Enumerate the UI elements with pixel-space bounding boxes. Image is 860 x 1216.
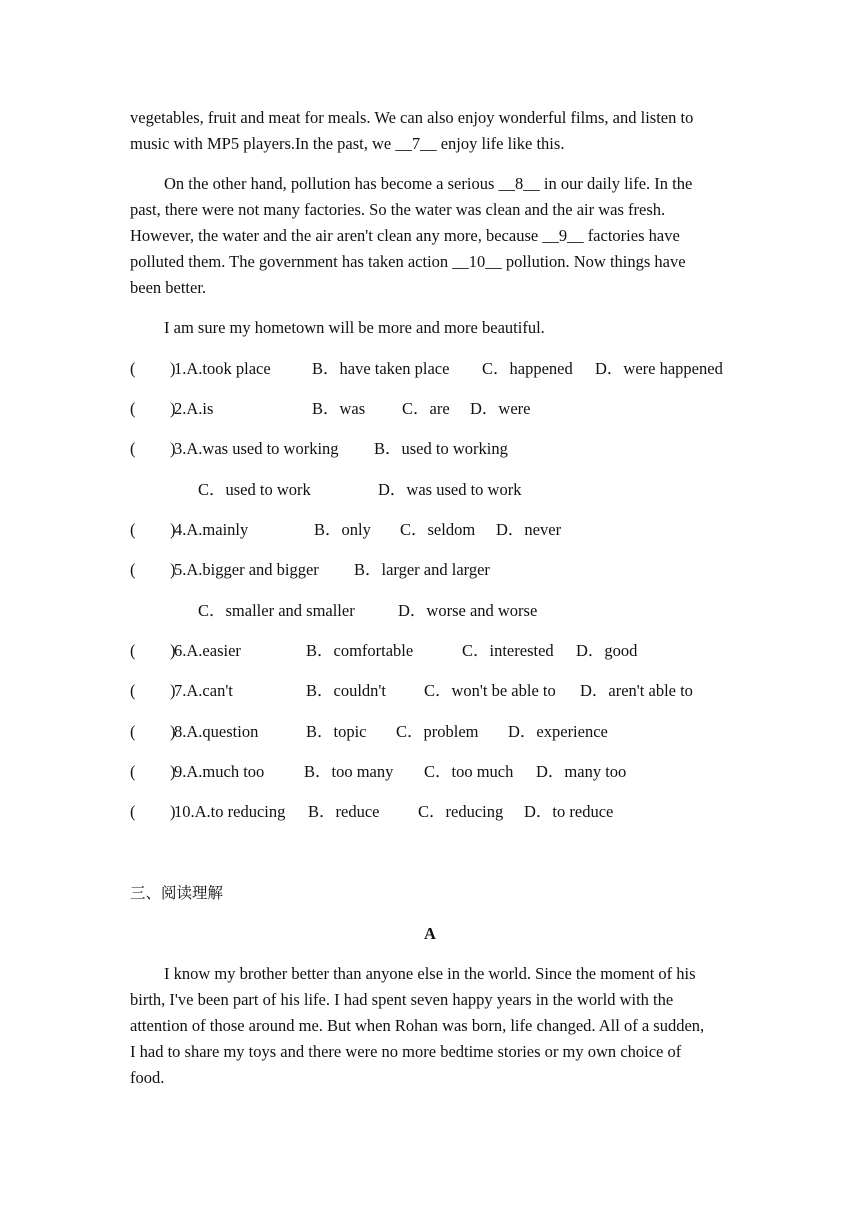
option-d: D．experience	[508, 722, 608, 741]
answer-paren-close: )	[170, 802, 176, 821]
passage-line: However, the water and the air aren't clean any more, because __9__ factories have	[130, 226, 680, 245]
answer-paren-close: )	[170, 520, 176, 539]
answer-paren-open: (	[130, 399, 136, 418]
answer-paren-close: )	[170, 681, 176, 700]
answer-paren-open: (	[130, 641, 136, 660]
option-b: B．only	[314, 520, 371, 539]
answer-paren-close: )	[170, 641, 176, 660]
option-a: 9.A.much too	[174, 762, 265, 781]
passage-line: music with MP5 players.In the past, we __7__ enjoy life like this.	[130, 134, 565, 153]
option-b: B．reduce	[308, 802, 380, 821]
option-a: 8.A.question	[174, 722, 259, 741]
option-c: C．too much	[424, 762, 514, 781]
answer-paren-open: (	[130, 722, 136, 741]
answer-paren-open: (	[130, 439, 136, 458]
option-c: C．seldom	[400, 520, 476, 539]
section-heading: 三、阅读理解	[130, 884, 224, 902]
passage-line: polluted them. The government has taken action __10__ pollution. Now things have	[130, 252, 686, 271]
option-b: B．used to working	[374, 439, 508, 458]
reading-line: food.	[130, 1068, 165, 1087]
reading-line: I had to share my toys and there were no more bedtime stories or my own choice of	[130, 1042, 682, 1061]
answer-paren-open: (	[130, 681, 136, 700]
option-b: B．topic	[306, 722, 367, 741]
answer-paren-open: (	[130, 560, 136, 579]
reading-line: attention of those around me. But when Rohan was born, life changed. All of a sudden,	[130, 1016, 705, 1035]
option-d: D．was used to work	[378, 480, 522, 499]
answer-paren-close: )	[170, 359, 176, 378]
option-a: 3.A.was used to working	[174, 439, 339, 458]
option-d: D．to reduce	[524, 802, 614, 821]
option-b: B．couldn't	[306, 681, 386, 700]
option-d: D．aren't able to	[580, 681, 693, 700]
option-a: 6.A.easier	[174, 641, 241, 660]
option-c: C．problem	[396, 722, 479, 741]
option-b: B．have taken place	[312, 359, 450, 378]
answer-paren-close: )	[170, 722, 176, 741]
answer-paren-open: (	[130, 802, 136, 821]
option-d: D．good	[576, 641, 638, 660]
option-d: D．many too	[536, 762, 627, 781]
reading-line: birth, I've been part of his life. I had spent seven happy years in the world with the	[130, 990, 674, 1009]
passage-line: I am sure my hometown will be more and more beautiful.	[164, 318, 545, 337]
passage-line: vegetables, fruit and meat for meals. We can also enjoy wonderful films, and listen to	[130, 108, 694, 127]
option-a: 5.A.bigger and bigger	[174, 560, 319, 579]
option-d: D．were	[470, 399, 531, 418]
option-b: B．comfortable	[306, 641, 414, 660]
passage-line: been better.	[130, 278, 207, 297]
option-c: C．used to work	[198, 480, 311, 499]
option-a: 1.A.took place	[174, 359, 271, 378]
answer-paren-close: )	[170, 399, 176, 418]
option-c: C．interested	[462, 641, 554, 660]
answer-paren-open: (	[130, 762, 136, 781]
option-a: 10.A.to reducing	[174, 802, 286, 821]
option-c: C．reducing	[418, 802, 504, 821]
option-b: B．too many	[304, 762, 394, 781]
passage-line: past, there were not many factories. So the water was clean and the air was fresh.	[130, 200, 666, 219]
option-c: C．happened	[482, 359, 573, 378]
option-a: 4.A.mainly	[174, 520, 249, 539]
answer-paren-close: )	[170, 762, 176, 781]
option-c: C．smaller and smaller	[198, 601, 355, 620]
passage-line: On the other hand, pollution has become a serious __8__ in our daily life. In the	[164, 174, 693, 193]
option-b: B．was	[312, 399, 366, 418]
option-a: 2.A.is	[174, 399, 214, 418]
answer-paren-close: )	[170, 439, 176, 458]
option-d: D．were happened	[595, 359, 723, 378]
reading-line: I know my brother better than anyone else in the world. Since the moment of his	[164, 964, 696, 983]
section-subheading: A	[424, 924, 436, 943]
option-a: 7.A.can't	[174, 681, 233, 700]
option-c: C．won't be able to	[424, 681, 556, 700]
option-d: D．never	[496, 520, 562, 539]
answer-paren-open: (	[130, 520, 136, 539]
answer-paren-open: (	[130, 359, 136, 378]
option-d: D．worse and worse	[398, 601, 538, 620]
option-b: B．larger and larger	[354, 560, 490, 579]
answer-paren-close: )	[170, 560, 176, 579]
option-c: C．are	[402, 399, 450, 418]
